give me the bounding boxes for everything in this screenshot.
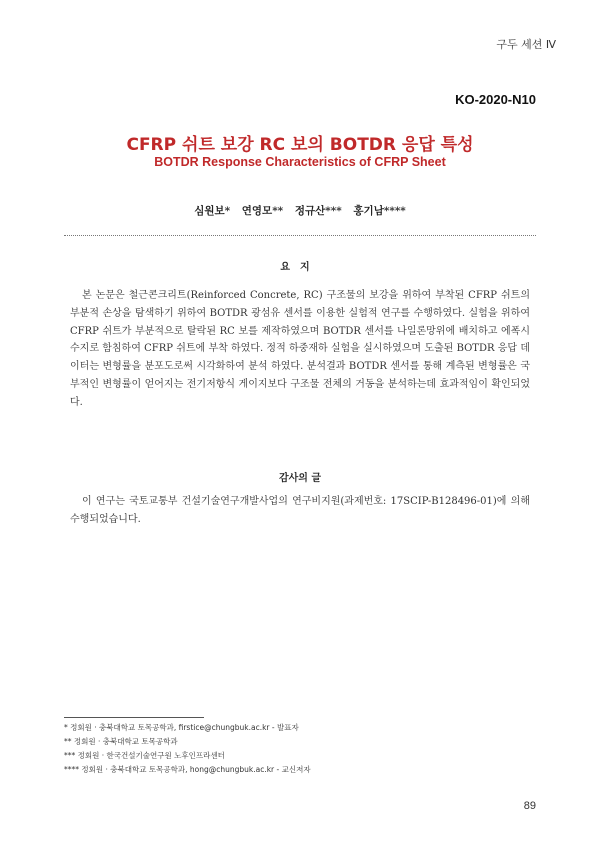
author-list <box>0 203 600 218</box>
author: 연영모** <box>241 205 284 217</box>
acknowledgement-text: 이 연구는 국토교통부 건설기술연구개발사업의 연구비지원(과제번호: 17SCIP-B128496-01)에 의해 수행되었습니다. <box>70 496 530 525</box>
paper-id: KO-2020-N10 <box>455 92 536 107</box>
footnote: *** 정회원 · 한국건설기술연구원 노후인프라센터 <box>64 751 225 760</box>
footnote: ** 정회원 · 충북대학교 토목공학과 <box>64 737 178 746</box>
footnote: **** 정회원 · 충북대학교 토목공학과, hong@chungbuk.ac.kr - 교신저자 <box>64 765 311 774</box>
abstract-text: 본 논문은 철근콘크리트(Reinforced Concrete, RC) 구조물의 보강을 위하여 부착된 CFRP 쉬트의 부분적 손상을 탐색하기 위하여 BOTDR 광섬유 센서를 이용한 실험적 연구를 수행하였다. 실험을 위하여 CFRP 쉬트가 부분적으로 탈락된 RC 보를 제작하였으며 BOTDR 센서를 나일론망위에 배치하고 에폭시수지로 함침하여 CFRP 쉬트에 부착 하였다. 정적 하중재하 실험을 실시하였으며 도출된 BOTDR 응답 데이터는 변형률을 분포도로써 시각화하여 분석 하였다. 분석결과 BOTDR 센서를 통해 계측된 변형률은 국부적인 변형률이 얻어지는 전기저항식 게이지보다 구조물 전체의 거동을 분석하는데 효과적임이 확인되었다. <box>70 290 530 408</box>
abstract-heading: 요지 <box>280 262 320 273</box>
acknowledgement-heading: 감사의 글 <box>278 473 322 484</box>
title-korean: CFRP 쉬트 보강 RC 보의 BOTDR 응답 특성 <box>126 135 474 155</box>
footnote-rule <box>64 717 204 718</box>
page-number: 89 <box>523 800 536 812</box>
dotted-divider <box>64 235 536 236</box>
author: 심원보* <box>194 205 231 217</box>
footnotes <box>64 721 311 777</box>
footnote: * 정회원 · 충북대학교 토목공학과, firstice@chungbuk.ac.kr - 발표자 <box>64 723 299 732</box>
session-label: 구두 세션 Ⅳ <box>496 38 556 51</box>
author: 정규산*** <box>294 205 342 217</box>
author: 홍기남**** <box>353 205 406 217</box>
title-english: BOTDR Response Characteristics of CFRP Sheet <box>154 155 446 169</box>
